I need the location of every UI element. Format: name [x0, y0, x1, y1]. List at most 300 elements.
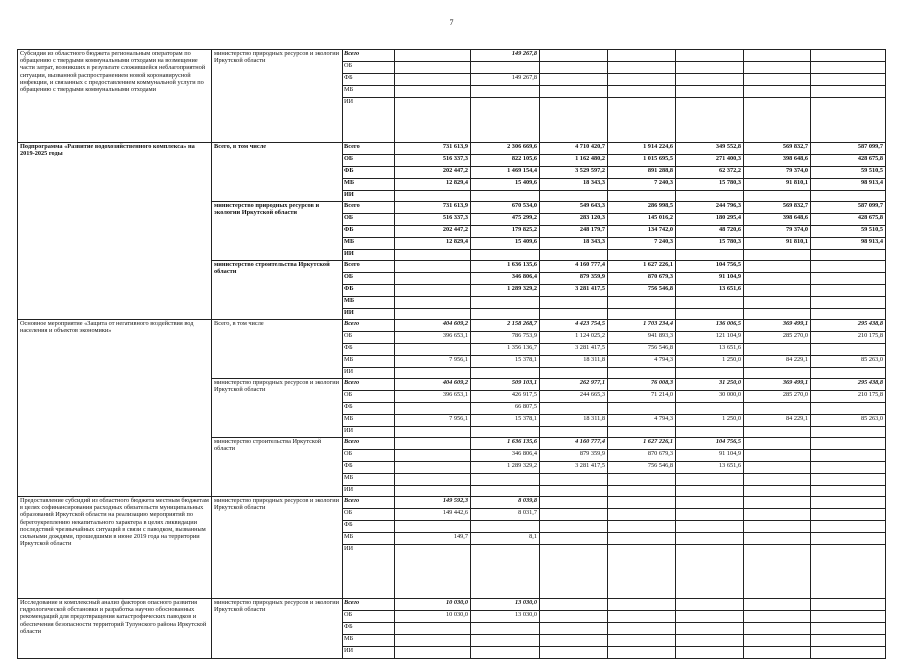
amount-cell: 587 099,7: [811, 202, 886, 214]
funding-source: Всего: [343, 50, 395, 62]
amount-cell: [811, 74, 886, 86]
funding-source: ОБ: [343, 391, 395, 403]
amount-cell: 13 651,6: [676, 344, 744, 356]
amount-cell: [744, 261, 811, 273]
amount-cell: 180 295,4: [676, 214, 744, 226]
amount-cell: [471, 635, 540, 647]
responsible-executor: Всего, в том числе: [212, 320, 343, 379]
amount-cell: [811, 623, 886, 635]
funding-source: ОБ: [343, 273, 395, 285]
amount-cell: 786 753,9: [471, 332, 540, 344]
amount-cell: [471, 98, 540, 143]
amount-cell: [395, 250, 471, 261]
amount-cell: 179 825,2: [471, 226, 540, 238]
amount-cell: 4 794,3: [608, 415, 676, 427]
amount-cell: 18 311,8: [540, 415, 608, 427]
amount-cell: 346 806,4: [471, 273, 540, 285]
amount-cell: [471, 297, 540, 309]
amount-cell: 569 832,7: [744, 143, 811, 155]
item-description: Исследование и комплексный анализ факторов опасного развития гидрологической обстановки и разработка научно обоснованных рекомендаций для предотвращения катастрофических паводков и обеспечения безопасности территорий Тулунского района Иркутской области: [18, 599, 212, 659]
amount-cell: [811, 450, 886, 462]
amount-cell: 91 104,9: [676, 450, 744, 462]
amount-cell: 149,7: [395, 533, 471, 545]
amount-cell: 10 030,0: [395, 611, 471, 623]
amount-cell: [744, 273, 811, 285]
amount-cell: [811, 250, 886, 261]
amount-cell: [811, 344, 886, 356]
amount-cell: 4 160 777,4: [540, 438, 608, 450]
amount-cell: [676, 86, 744, 98]
amount-cell: [811, 486, 886, 497]
item-description: Предоставление субсидий из областного бюджета местным бюджетам в целях софинансирования расходных обязательств муниципальных образований Иркутской области на реализацию мероприятий по берегоукреплению некапитального характера в целях ликвидации последствий чрезвычайных ситуаций в связи с паводком, вызванным сильными дождями, прошедшими в июне 2019 года на территории Иркутской области: [18, 497, 212, 599]
amount-cell: 1 124 025,2: [540, 332, 608, 344]
amount-cell: [471, 545, 540, 599]
amount-cell: 396 653,1: [395, 391, 471, 403]
amount-cell: [811, 427, 886, 438]
amount-cell: [744, 50, 811, 62]
amount-cell: 7 956,1: [395, 356, 471, 368]
amount-cell: 398 648,6: [744, 155, 811, 167]
amount-cell: 13 651,6: [676, 285, 744, 297]
amount-cell: [744, 599, 811, 611]
funding-source: ОБ: [343, 214, 395, 226]
amount-cell: [811, 403, 886, 415]
amount-cell: 15 780,3: [676, 179, 744, 191]
funding-source: ОБ: [343, 611, 395, 623]
amount-cell: [540, 635, 608, 647]
amount-cell: [608, 62, 676, 74]
amount-cell: 1 627 226,1: [608, 261, 676, 273]
amount-cell: [540, 533, 608, 545]
amount-cell: 428 675,8: [811, 214, 886, 226]
responsible-executor: Всего, в том числе: [212, 143, 343, 202]
funding-source: ФБ: [343, 521, 395, 533]
amount-cell: [744, 250, 811, 261]
funding-source: Всего: [343, 261, 395, 273]
amount-cell: 1 627 226,1: [608, 438, 676, 450]
amount-cell: 941 893,3: [608, 332, 676, 344]
funding-source: Всего: [343, 143, 395, 155]
amount-cell: [608, 309, 676, 320]
amount-cell: [811, 521, 886, 533]
amount-cell: 404 609,2: [395, 379, 471, 391]
amount-cell: 4 160 777,4: [540, 261, 608, 273]
funding-source: ФБ: [343, 403, 395, 415]
amount-cell: [811, 474, 886, 486]
amount-cell: 84 229,1: [744, 415, 811, 427]
amount-cell: [395, 50, 471, 62]
amount-cell: 48 720,6: [676, 226, 744, 238]
amount-cell: 4 423 754,5: [540, 320, 608, 332]
funding-source: Всего: [343, 320, 395, 332]
amount-cell: [471, 647, 540, 659]
amount-cell: 1 914 224,6: [608, 143, 676, 155]
amount-cell: [395, 297, 471, 309]
amount-cell: 587 099,7: [811, 143, 886, 155]
amount-cell: 1 250,0: [676, 356, 744, 368]
amount-cell: [676, 474, 744, 486]
amount-cell: 12 829,4: [395, 179, 471, 191]
amount-cell: [676, 50, 744, 62]
amount-cell: [676, 545, 744, 599]
amount-cell: [676, 599, 744, 611]
amount-cell: [744, 309, 811, 320]
amount-cell: [608, 474, 676, 486]
amount-cell: [471, 86, 540, 98]
amount-cell: 509 103,1: [471, 379, 540, 391]
amount-cell: [608, 86, 676, 98]
amount-cell: [540, 74, 608, 86]
amount-cell: [676, 509, 744, 521]
amount-cell: [811, 98, 886, 143]
amount-cell: [395, 427, 471, 438]
amount-cell: [540, 309, 608, 320]
funding-source: ИИ: [343, 368, 395, 379]
amount-cell: 1 636 135,6: [471, 438, 540, 450]
amount-cell: 295 438,8: [811, 320, 886, 332]
responsible-executor: министерство природных ресурсов и экологии Иркутской области: [212, 50, 343, 143]
amount-cell: [744, 403, 811, 415]
amount-cell: [744, 191, 811, 202]
amount-cell: 85 263,0: [811, 415, 886, 427]
amount-cell: 870 679,3: [608, 273, 676, 285]
amount-cell: 13 030,0: [471, 611, 540, 623]
amount-cell: [395, 635, 471, 647]
amount-cell: [395, 521, 471, 533]
funding-source: ОБ: [343, 155, 395, 167]
amount-cell: [395, 285, 471, 297]
funding-source: Всего: [343, 438, 395, 450]
amount-cell: [676, 74, 744, 86]
amount-cell: 3 281 417,5: [540, 285, 608, 297]
amount-cell: [811, 611, 886, 623]
amount-cell: 66 807,5: [471, 403, 540, 415]
amount-cell: 2 158 268,7: [471, 320, 540, 332]
amount-cell: [744, 623, 811, 635]
amount-cell: 1 703 234,4: [608, 320, 676, 332]
amount-cell: [676, 647, 744, 659]
amount-cell: [540, 403, 608, 415]
amount-cell: 121 104,9: [676, 332, 744, 344]
amount-cell: 76 008,3: [608, 379, 676, 391]
amount-cell: 349 552,8: [676, 143, 744, 155]
funding-source: МБ: [343, 474, 395, 486]
amount-cell: 248 179,7: [540, 226, 608, 238]
amount-cell: 475 299,2: [471, 214, 540, 226]
amount-cell: 516 337,3: [395, 155, 471, 167]
amount-cell: [608, 486, 676, 497]
amount-cell: [608, 611, 676, 623]
amount-cell: [744, 438, 811, 450]
amount-cell: [540, 297, 608, 309]
amount-cell: [744, 635, 811, 647]
amount-cell: [395, 62, 471, 74]
amount-cell: [744, 647, 811, 659]
funding-source: ОБ: [343, 509, 395, 521]
amount-cell: [540, 474, 608, 486]
amount-cell: 149 267,8: [471, 74, 540, 86]
amount-cell: [608, 74, 676, 86]
funding-source: ОБ: [343, 332, 395, 344]
amount-cell: [395, 403, 471, 415]
responsible-executor: министерство природных ресурсов и экологии Иркутской области: [212, 202, 343, 261]
amount-cell: 136 006,5: [676, 320, 744, 332]
amount-cell: 3 281 417,5: [540, 344, 608, 356]
amount-cell: 756 546,8: [608, 462, 676, 474]
funding-source: ИИ: [343, 427, 395, 438]
funding-source: ИИ: [343, 486, 395, 497]
amount-cell: 18 311,8: [540, 356, 608, 368]
amount-cell: [811, 533, 886, 545]
amount-cell: 18 343,3: [540, 238, 608, 250]
amount-cell: [608, 545, 676, 599]
amount-cell: [395, 545, 471, 599]
amount-cell: 79 374,0: [744, 167, 811, 179]
amount-cell: [608, 509, 676, 521]
amount-cell: [395, 368, 471, 379]
amount-cell: [676, 623, 744, 635]
amount-cell: [471, 521, 540, 533]
amount-cell: 149 267,8: [471, 50, 540, 62]
amount-cell: [811, 297, 886, 309]
amount-cell: [744, 297, 811, 309]
item-description: Подпрограмма «Развитие водохозяйственного комплекса» на 2019-2025 годы: [18, 143, 212, 320]
funding-source: ОБ: [343, 450, 395, 462]
amount-cell: 516 337,3: [395, 214, 471, 226]
amount-cell: [395, 438, 471, 450]
amount-cell: 428 675,8: [811, 155, 886, 167]
amount-cell: [540, 98, 608, 143]
funding-source: МБ: [343, 179, 395, 191]
amount-cell: 1 289 329,2: [471, 285, 540, 297]
amount-cell: [744, 285, 811, 297]
amount-cell: 84 229,1: [744, 356, 811, 368]
amount-cell: 404 609,2: [395, 320, 471, 332]
amount-cell: [811, 50, 886, 62]
funding-source: Всего: [343, 202, 395, 214]
amount-cell: 149 592,3: [395, 497, 471, 509]
amount-cell: 8 031,7: [471, 509, 540, 521]
amount-cell: [540, 509, 608, 521]
amount-cell: [395, 309, 471, 320]
amount-cell: 62 372,2: [676, 167, 744, 179]
amount-cell: 286 998,5: [608, 202, 676, 214]
amount-cell: [540, 62, 608, 74]
amount-cell: 104 756,5: [676, 261, 744, 273]
amount-cell: 285 270,0: [744, 332, 811, 344]
amount-cell: [811, 545, 886, 599]
amount-cell: [471, 486, 540, 497]
amount-cell: [811, 285, 886, 297]
amount-cell: [744, 462, 811, 474]
amount-cell: 91 810,1: [744, 179, 811, 191]
amount-cell: [676, 191, 744, 202]
amount-cell: 7 240,3: [608, 179, 676, 191]
amount-cell: [744, 368, 811, 379]
funding-source: ОБ: [343, 62, 395, 74]
amount-cell: 549 643,3: [540, 202, 608, 214]
table-row: [18, 143, 886, 155]
amount-cell: [395, 462, 471, 474]
amount-cell: 2 306 669,6: [471, 143, 540, 155]
funding-source: ИИ: [343, 191, 395, 202]
amount-cell: [395, 273, 471, 285]
amount-cell: [540, 623, 608, 635]
amount-cell: [811, 86, 886, 98]
amount-cell: 1 250,0: [676, 415, 744, 427]
responsible-executor: министерство строительства Иркутской области: [212, 438, 343, 497]
funding-source: МБ: [343, 533, 395, 545]
amount-cell: [471, 623, 540, 635]
amount-cell: [608, 191, 676, 202]
amount-cell: [811, 309, 886, 320]
amount-cell: [395, 86, 471, 98]
amount-cell: 244 665,3: [540, 391, 608, 403]
amount-cell: 59 510,5: [811, 167, 886, 179]
amount-cell: [744, 450, 811, 462]
funding-source: Всего: [343, 379, 395, 391]
amount-cell: [676, 611, 744, 623]
amount-cell: 731 613,9: [395, 202, 471, 214]
amount-cell: 285 270,0: [744, 391, 811, 403]
item-description: Основное мероприятие «Защита от негативного воздействия вод населения и объектов экономики»: [18, 320, 212, 497]
amount-cell: [744, 74, 811, 86]
budget-table: [17, 49, 886, 659]
amount-cell: [676, 486, 744, 497]
amount-cell: 12 829,4: [395, 238, 471, 250]
amount-cell: [811, 261, 886, 273]
amount-cell: [395, 647, 471, 659]
responsible-executor: министерство природных ресурсов и экологии Иркутской области: [212, 379, 343, 438]
amount-cell: [608, 98, 676, 143]
amount-cell: [744, 497, 811, 509]
amount-cell: [676, 368, 744, 379]
amount-cell: [811, 509, 886, 521]
amount-cell: 15 378,1: [471, 415, 540, 427]
amount-cell: [608, 497, 676, 509]
amount-cell: [744, 62, 811, 74]
amount-cell: [540, 191, 608, 202]
amount-cell: [540, 599, 608, 611]
amount-cell: 79 374,0: [744, 226, 811, 238]
amount-cell: [608, 599, 676, 611]
amount-cell: [676, 250, 744, 261]
amount-cell: [540, 250, 608, 261]
amount-cell: [540, 545, 608, 599]
funding-source: ИИ: [343, 250, 395, 261]
item-description: Субсидия из областного бюджета региональным операторам по обращению с твердыми коммунальными отходами на возмещение части затрат, возникших в результате сложившейся неблагоприятной ситуации, вызванной распространением новой коронавирусной инфекции, и связанных с предоставлением коммунальной услуги по обращению с твердыми коммунальными отходами: [18, 50, 212, 143]
amount-cell: [744, 486, 811, 497]
amount-cell: 870 679,3: [608, 450, 676, 462]
amount-cell: 202 447,2: [395, 167, 471, 179]
funding-source: ИИ: [343, 309, 395, 320]
amount-cell: 891 288,8: [608, 167, 676, 179]
funding-source: МБ: [343, 356, 395, 368]
amount-cell: [395, 261, 471, 273]
amount-cell: [395, 474, 471, 486]
amount-cell: 98 913,4: [811, 238, 886, 250]
amount-cell: 569 832,7: [744, 202, 811, 214]
amount-cell: [608, 50, 676, 62]
amount-cell: [744, 611, 811, 623]
amount-cell: [608, 250, 676, 261]
amount-cell: 8 039,8: [471, 497, 540, 509]
page-number: 7: [449, 18, 454, 27]
responsible-executor: министерство природных ресурсов и экологии Иркутской области: [212, 599, 343, 659]
amount-cell: 1 289 329,2: [471, 462, 540, 474]
funding-source: ФБ: [343, 285, 395, 297]
amount-cell: [811, 647, 886, 659]
amount-cell: 85 263,0: [811, 356, 886, 368]
amount-cell: [608, 623, 676, 635]
amount-cell: [676, 403, 744, 415]
amount-cell: [608, 368, 676, 379]
amount-cell: [608, 403, 676, 415]
funding-source: МБ: [343, 297, 395, 309]
funding-source: МБ: [343, 635, 395, 647]
amount-cell: 396 653,1: [395, 332, 471, 344]
funding-source: ИИ: [343, 98, 395, 143]
amount-cell: [811, 368, 886, 379]
amount-cell: 283 120,3: [540, 214, 608, 226]
amount-cell: [395, 623, 471, 635]
amount-cell: [608, 635, 676, 647]
amount-cell: [744, 545, 811, 599]
amount-cell: 1 636 135,6: [471, 261, 540, 273]
amount-cell: 262 977,1: [540, 379, 608, 391]
amount-cell: 4 794,3: [608, 356, 676, 368]
amount-cell: [744, 509, 811, 521]
amount-cell: 13 030,0: [471, 599, 540, 611]
amount-cell: [676, 427, 744, 438]
amount-cell: [540, 486, 608, 497]
funding-source: Всего: [343, 599, 395, 611]
amount-cell: 4 710 420,7: [540, 143, 608, 155]
amount-cell: 369 499,1: [744, 320, 811, 332]
funding-source: ФБ: [343, 462, 395, 474]
amount-cell: [608, 533, 676, 545]
amount-cell: 879 359,9: [540, 273, 608, 285]
amount-cell: [811, 635, 886, 647]
amount-cell: [676, 635, 744, 647]
amount-cell: [540, 427, 608, 438]
amount-cell: [811, 62, 886, 74]
amount-cell: [811, 273, 886, 285]
amount-cell: [395, 344, 471, 356]
table-row: [18, 50, 886, 62]
amount-cell: 15 780,3: [676, 238, 744, 250]
amount-cell: 346 806,4: [471, 450, 540, 462]
amount-cell: 1 015 695,5: [608, 155, 676, 167]
amount-cell: 271 400,3: [676, 155, 744, 167]
amount-cell: [608, 521, 676, 533]
amount-cell: 104 756,5: [676, 438, 744, 450]
amount-cell: 426 917,5: [471, 391, 540, 403]
amount-cell: 15 409,6: [471, 238, 540, 250]
amount-cell: [676, 62, 744, 74]
amount-cell: [471, 427, 540, 438]
amount-cell: 210 175,8: [811, 391, 886, 403]
amount-cell: [676, 497, 744, 509]
amount-cell: [744, 427, 811, 438]
amount-cell: 134 742,0: [608, 226, 676, 238]
amount-cell: 822 105,6: [471, 155, 540, 167]
amount-cell: [395, 98, 471, 143]
funding-source: ФБ: [343, 226, 395, 238]
amount-cell: [811, 438, 886, 450]
amount-cell: 98 913,4: [811, 179, 886, 191]
amount-cell: 879 359,9: [540, 450, 608, 462]
